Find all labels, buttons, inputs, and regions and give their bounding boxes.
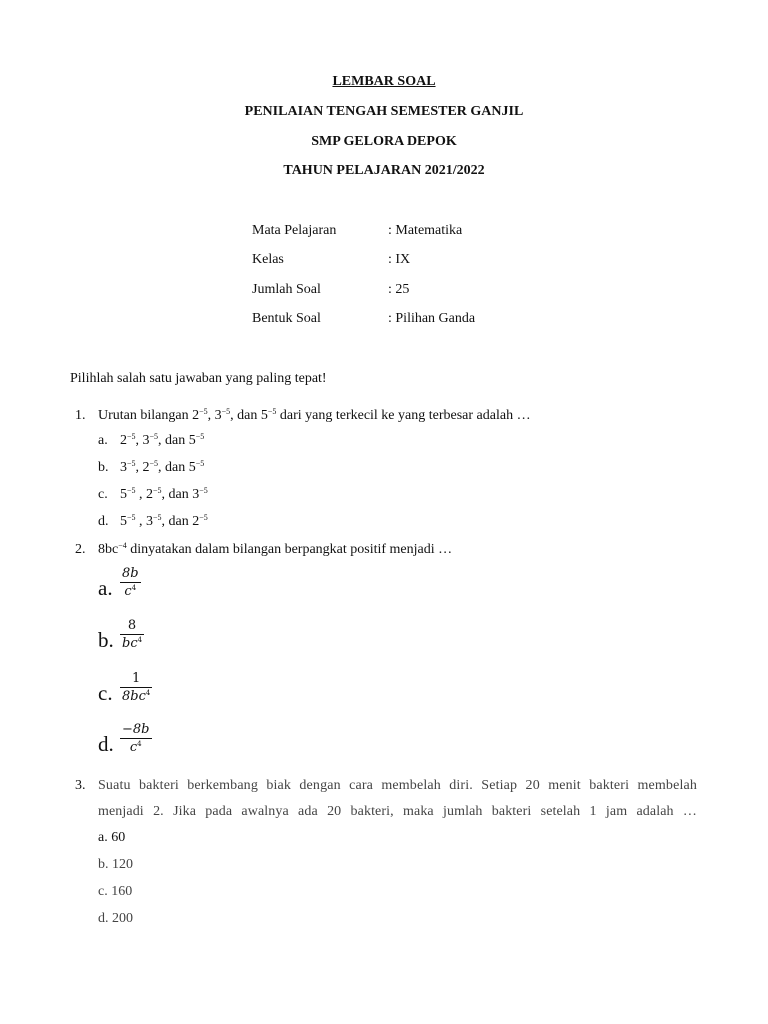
question-1-option-b: b. $3^{-5}$, $2^{-5}$, dan $5^{-5}$ — [98, 459, 205, 475]
academic-year: TAHUN PELAJARAN 2021/2022 — [283, 163, 485, 178]
question-3-option-d: d. 200 — [98, 911, 133, 926]
fraction: 1 $8bc^4$ — [122, 671, 151, 704]
meta-subject: Mata Pelajaran : Matematika — [252, 223, 463, 238]
question-3-option-b: b. 120 — [98, 857, 133, 872]
question-3-option-a: a. 60 — [98, 830, 126, 845]
fraction: −8b $c^4$ — [122, 722, 150, 755]
document-page: LEMBAR SOAL PENILAIAN TENGAH SEMESTER GANJIL SMP GELORA DEPOK TAHUN PELAJARAN 2021/2022 Mata Pelajaran : Matematika Kelas : IX Jumlah Soal : 25 Bentuk Soal : Pilihan Ganda Pilihlah salah satu jawaban yang paling tepat! 1. Urutan bilangan $2^{-5}$, $3^{-5}$, dan $5^{-5}$ dari yang terkecil ke yang terbesar adalah … a. $2^{-5}$, $3^{-5}$, dan $5^{-5}$ b. $3^{-5}$, $2^{-5}$, dan $5^{-5}$ c. $5^{-5}$ , $2^{-5}$, dan $3^{-5}$ d. $5^{-5}$ , $3^{-5}$, dan $2^{-5}$ 2. $8bc^{-4}$ dinyatakan dalam bilangan berpangkat positif menjadi … a. 8b $c^4$ b. 8 $bc^4$ c. 1 $8bc^4$ d. −8b $c^4$ 3. Suatu bakteri berkembang biak dengan cara membelah diri. Setiap 20 menit bakteri membelah menjadi 2. Jika pada awalnya ada 20 bakteri, maka jumlah bakteri setelah 1 jam adalah … a. 60 b. 120 c. 160 d. 200 — [0, 0, 768, 1024]
school-name: SMP GELORA DEPOK — [311, 134, 457, 149]
meta-question-type: Bentuk Soal : Pilihan Ganda — [252, 311, 476, 326]
question-1-option-a: a. $2^{-5}$, $3^{-5}$, dan $5^{-5}$ — [98, 432, 205, 448]
meta-class: Kelas : IX — [252, 252, 411, 267]
question-3-option-c: c. 160 — [98, 884, 133, 899]
meta-question-count: Jumlah Soal : 25 — [252, 282, 410, 297]
question-1: 1. Urutan bilangan $2^{-5}$, $3^{-5}$, dan $5^{-5}$ dari yang terkecil ke yang terbesar adalah … — [75, 407, 531, 423]
document-title: LEMBAR SOAL — [332, 74, 436, 89]
instruction-text: Pilihlah salah satu jawaban yang paling tepat! — [70, 371, 327, 386]
fraction: 8 $bc^4$ — [122, 618, 143, 651]
question-2: 2. $8bc^{-4}$ dinyatakan dalam bilangan berpangkat positif menjadi … — [75, 541, 453, 557]
fraction: 8b $c^4$ — [122, 566, 139, 599]
question-1-option-c: c. $5^{-5}$ , $2^{-5}$, dan $3^{-5}$ — [98, 486, 208, 502]
question-1-option-d: d. $5^{-5}$ , $3^{-5}$, dan $2^{-5}$ — [98, 513, 208, 529]
exam-name: PENILAIAN TENGAH SEMESTER GANJIL — [244, 104, 524, 119]
